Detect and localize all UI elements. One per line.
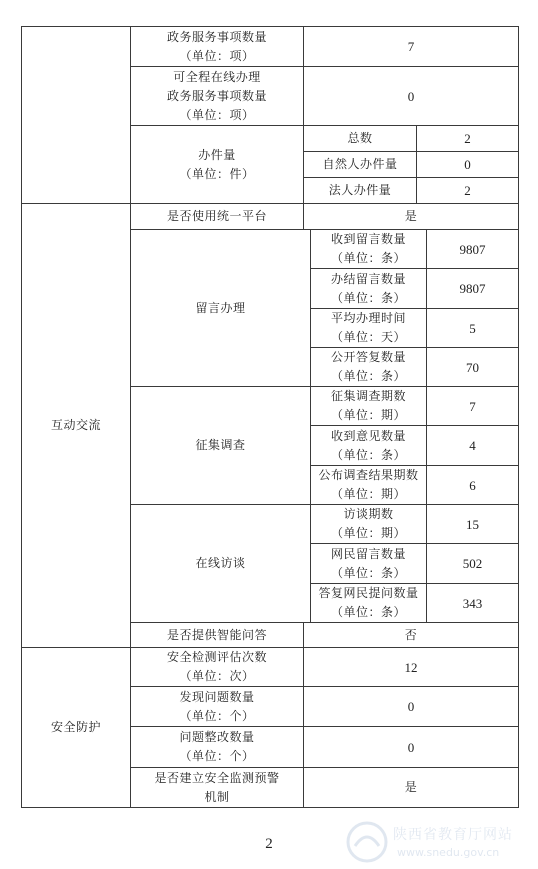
opinions-value: 4 [426, 425, 519, 466]
monitoring-warning-label: 是否建立安全监测预警 机制 [130, 767, 304, 808]
gov-count-value: 7 [303, 26, 519, 67]
legal-value: 2 [416, 177, 519, 204]
public-reply-value: 70 [426, 347, 519, 387]
online-label: 可全程在线办理 政务服务事项数量 （单位：项） [130, 66, 304, 126]
netizen-messages-value: 502 [426, 543, 519, 584]
issues-fixed-value: 0 [303, 726, 519, 768]
total-label: 总数 [303, 125, 417, 152]
answered-questions-value: 343 [426, 583, 519, 623]
section-security: 安全防护 [21, 647, 131, 808]
legal-label: 法人办件量 [303, 177, 417, 204]
interview-periods-label: 访谈期数 （单位：期） [310, 504, 427, 544]
received-value: 9807 [426, 229, 519, 269]
survey-results-label: 公布调查结果期数 （单位：期） [310, 465, 427, 505]
answered-questions-label: 答复网民提问数量 （单位：条） [310, 583, 427, 623]
received-label: 收到留言数量 （单位：条） [310, 229, 427, 269]
person-label: 自然人办件量 [303, 151, 417, 178]
section-interaction: 互动交流 [21, 203, 131, 648]
unified-platform-label: 是否使用统一平台 [130, 203, 304, 230]
handle-volume-label: 办件量 （单位：件） [130, 125, 304, 204]
avg-time-value: 5 [426, 308, 519, 348]
public-reply-label: 公开答复数量 （单位：条） [310, 347, 427, 387]
survey-results-value: 6 [426, 465, 519, 505]
issues-fixed-label: 问题整改数量 （单位：个） [130, 726, 304, 768]
section-cell-previous [21, 26, 131, 204]
issues-found-value: 0 [303, 686, 519, 727]
watermark-title: 陕西省教育厅网站 [393, 827, 513, 843]
survey-group: 征集调查 [130, 386, 311, 505]
online-value: 0 [303, 66, 519, 126]
survey-periods-label: 征集调查期数 （单位：期） [310, 386, 427, 426]
interview-periods-value: 15 [426, 504, 519, 544]
smart-qa-label: 是否提供智能问答 [130, 622, 304, 648]
done-value: 9807 [426, 268, 519, 309]
opinions-label: 收到意见数量 （单位：条） [310, 425, 427, 466]
monitoring-warning-value: 是 [303, 767, 519, 808]
interview-group: 在线访谈 [130, 504, 311, 623]
security-checks-label: 安全检测评估次数 （单位：次） [130, 647, 304, 687]
avg-time-label: 平均办理时间 （单位：天） [310, 308, 427, 348]
survey-periods-value: 7 [426, 386, 519, 426]
gov-count-label: 政务服务事项数量 （单位：项） [130, 26, 304, 67]
page-number: 2 [265, 836, 273, 852]
done-label: 办结留言数量 （单位：条） [310, 268, 427, 309]
watermark-url: www.snedu.gov.cn [397, 846, 500, 859]
unified-platform-value: 是 [303, 203, 519, 230]
netizen-messages-label: 网民留言数量 （单位：条） [310, 543, 427, 584]
security-checks-value: 12 [303, 647, 519, 687]
total-value: 2 [416, 125, 519, 152]
person-value: 0 [416, 151, 519, 178]
smart-qa-value: 否 [303, 622, 519, 648]
message-group: 留言办理 [130, 229, 311, 387]
issues-found-label: 发现问题数量 （单位：个） [130, 686, 304, 727]
